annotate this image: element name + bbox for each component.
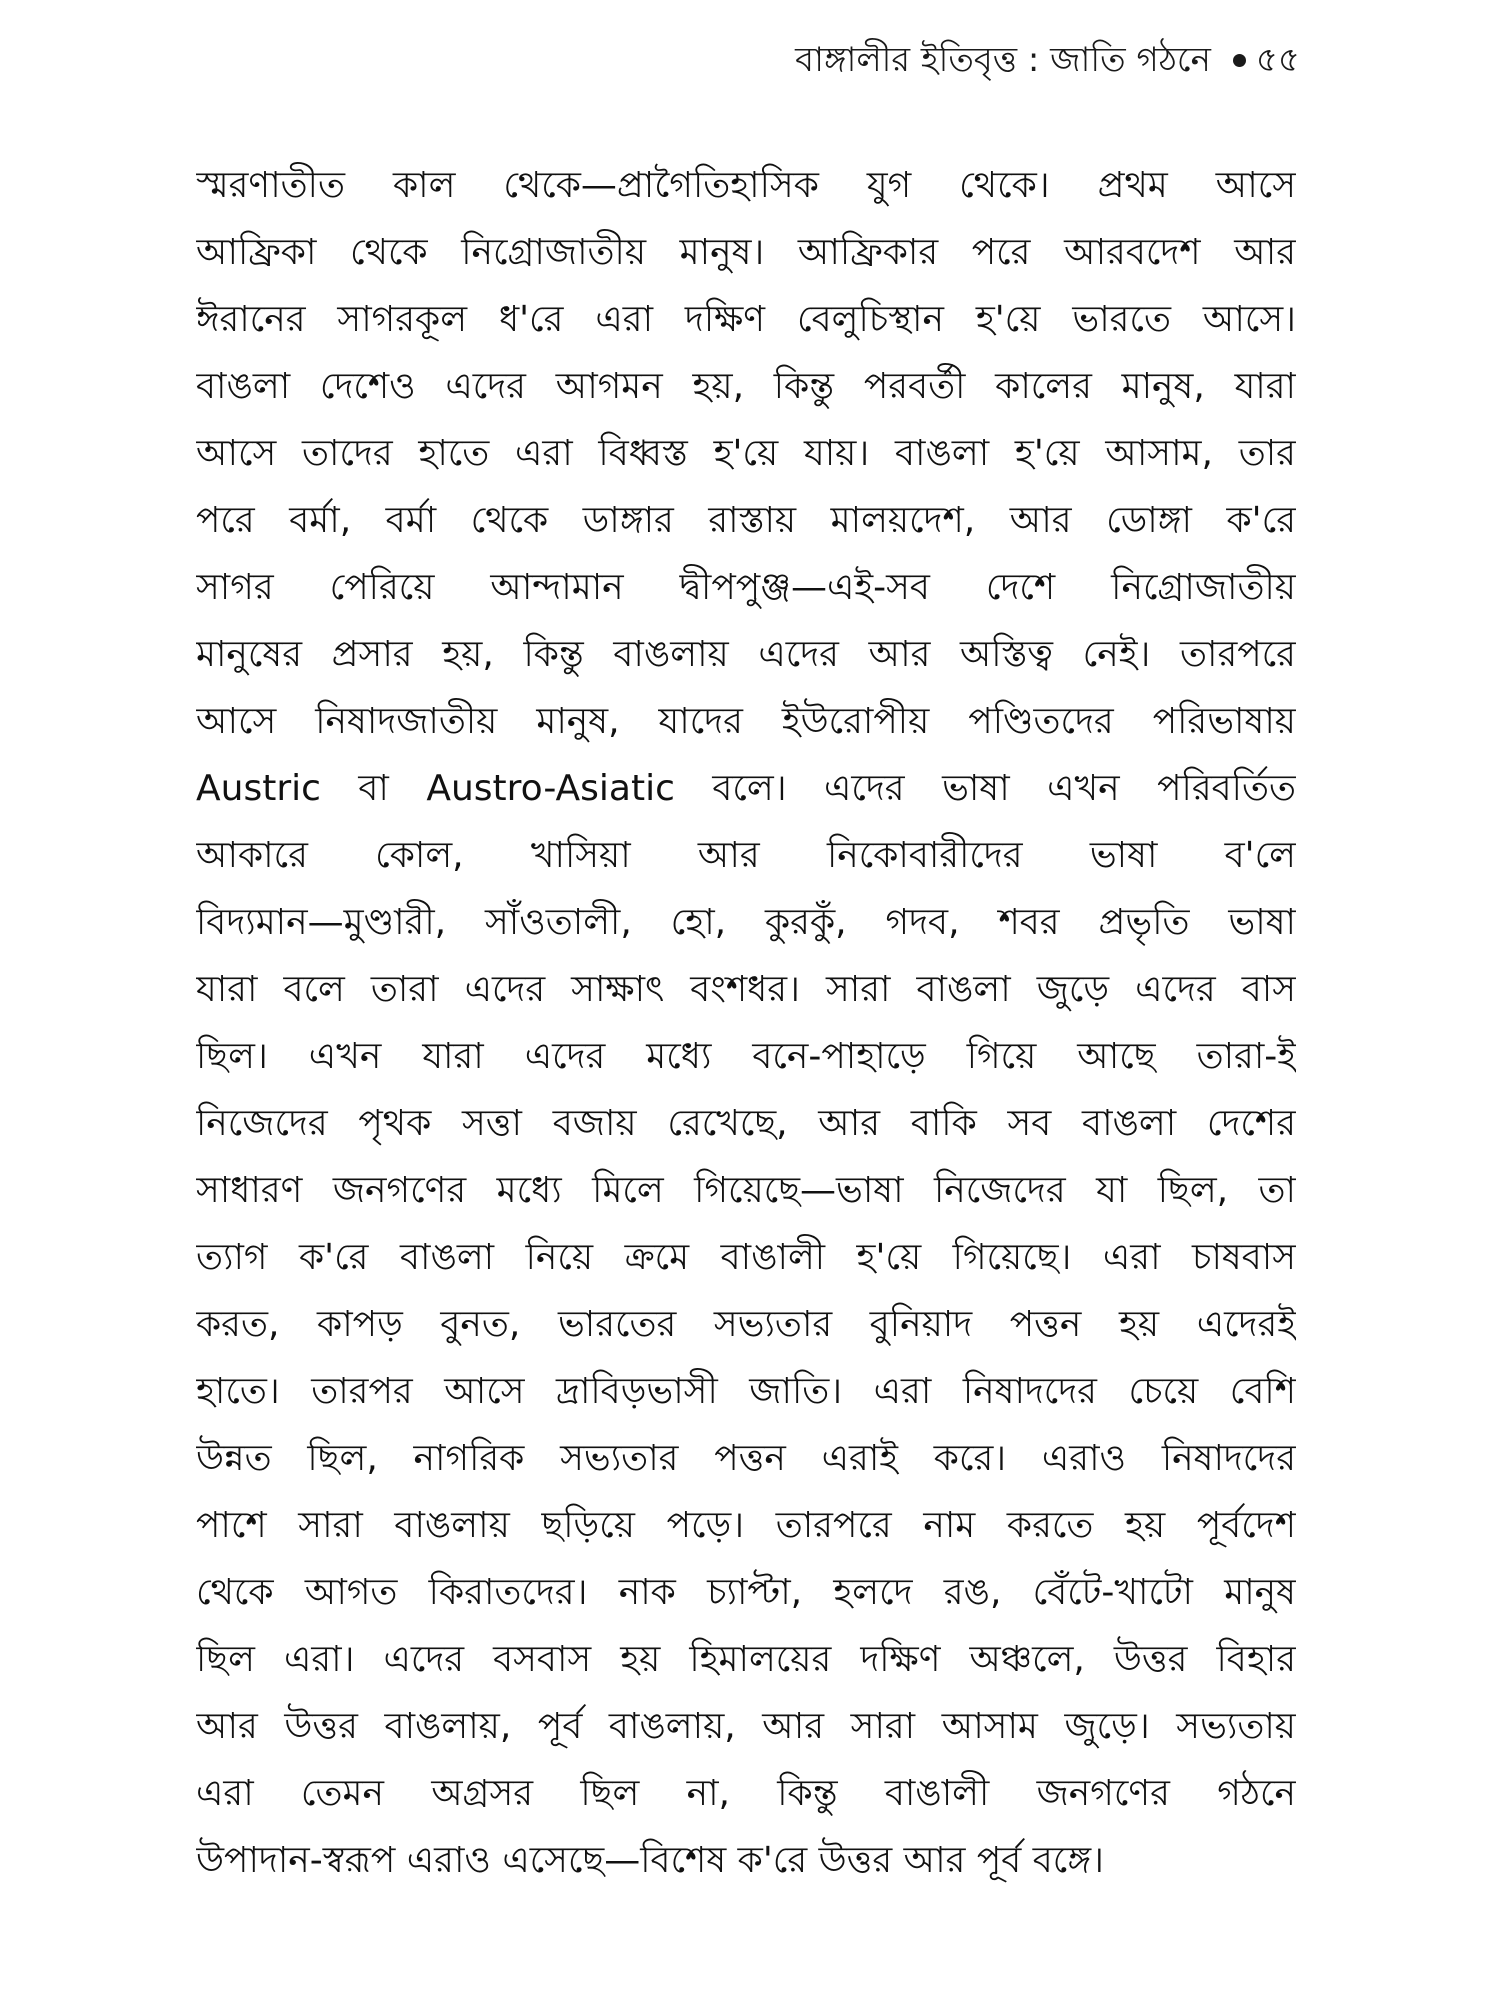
text-line: ত্যাগ ক'রে বাঙলা নিয়ে ক্রমে বাঙালী হ'য়ে গিয়েছে। এরা চাষবাস [196, 1237, 1296, 1278]
text-line: পরে বর্মা, বর্মা থেকে ডাঙ্গার রাস্তায় মালয়দেশ, আর ডোঙ্গা ক'রে [196, 500, 1296, 541]
text-line: ঈরানের সাগরকূল ধ'রে এরা দক্ষিণ বেলুচিস্থান হ'য়ে ভারতে আসে। [196, 299, 1296, 340]
text-line: এরা তেমন অগ্রসর ছিল না, কিন্তু বাঙালী জনগণের গঠনে [196, 1773, 1296, 1814]
text-line: ছিল এরা। এদের বসবাস হয় হিমালয়ের দক্ষিণ অঞ্চলে, উত্তর বিহার [196, 1639, 1296, 1680]
running-header [795, 38, 1300, 82]
text-line: সাগর পেরিয়ে আন্দামান দ্বীপপুঞ্জ—এই-সব দেশে নিগ্রোজাতীয় [196, 567, 1296, 608]
text-line: আকারে কোল, খাসিয়া আর নিকোবারীদের ভাষা ব'লে [196, 835, 1296, 876]
bullet-icon [1233, 54, 1246, 67]
text-line: উপাদান-স্বরূপ এরাও এসেছে—বিশেষ ক'রে উত্তর আর পূর্ব বঙ্গে। [196, 1840, 1105, 1881]
text-line: Austric বা Austro-Asiatic বলে। এদের ভাষা এখন পরিবর্তিত [196, 768, 1296, 809]
text-line: যারা বলে তারা এদের সাক্ষাৎ বংশধর। সারা বাঙলা জুড়ে এদের বাস [196, 969, 1296, 1010]
text-line: ছিল। এখন যারা এদের মধ্যে বনে-পাহাড়ে গিয়ে আছে তারা-ই [196, 1036, 1296, 1077]
text-line: সাধারণ জনগণের মধ্যে মিলে গিয়েছে—ভাষা নিজেদের যা ছিল, তা [196, 1170, 1296, 1211]
text-line: আফ্রিকা থেকে নিগ্রোজাতীয় মানুষ। আফ্রিকার পরে আরবদেশ আর [196, 232, 1296, 273]
text-line: করত, কাপড় বুনত, ভারতের সভ্যতার বুনিয়াদ পত্তন হয় এদেরই [196, 1304, 1296, 1345]
text-line: হাতে। তারপর আসে দ্রাবিড়ভাসী জাতি। এরা নিষাদদের চেয়ে বেশি [196, 1371, 1296, 1412]
running-header-title: বাঙ্গালীর ইতিবৃত্ত : জাতি গঠনে [795, 40, 1211, 80]
text-line: আসে তাদের হাতে এরা বিধ্বস্ত হ'য়ে যায়। বাঙলা হ'য়ে আসাম, তার [196, 433, 1296, 474]
text-line: বিদ্যমান—মুণ্ডারী, সাঁওতালী, হো, কুরকুঁ, গদব, শবর প্রভৃতি ভাষা [196, 902, 1296, 943]
text-line: বাঙলা দেশেও এদের আগমন হয়, কিন্তু পরবর্তী কালের মানুষ, যারা [196, 366, 1296, 407]
text-line: আসে নিষাদজাতীয় মানুষ, যাদের ইউরোপীয় পণ্ডিতদের পরিভাষায় [196, 701, 1296, 742]
body-text [196, 152, 1296, 1894]
text-line: নিজেদের পৃথক সত্তা বজায় রেখেছে, আর বাকি সব বাঙলা দেশের [196, 1103, 1296, 1144]
text-line: পাশে সারা বাঙলায় ছড়িয়ে পড়ে। তারপরে নাম করতে হয় পূর্বদেশ [196, 1505, 1296, 1546]
text-line: মানুষের প্রসার হয়, কিন্তু বাঙলায় এদের আর অস্তিত্ব নেই। তারপরে [196, 634, 1296, 675]
text-line: আর উত্তর বাঙলায়, পূর্ব বাঙলায়, আর সারা আসাম জুড়ে। সভ্যতায় [196, 1706, 1296, 1747]
text-line: স্মরণাতীত কাল থেকে—প্রাগৈতিহাসিক যুগ থেকে। প্রথম আসে [196, 165, 1296, 206]
page-number: ৫৫ [1255, 40, 1300, 80]
text-line: উন্নত ছিল, নাগরিক সভ্যতার পত্তন এরাই করে। এরাও নিষাদদের [196, 1438, 1296, 1479]
text-line: থেকে আগত কিরাতদের। নাক চ্যাপ্টা, হলদে রঙ, বেঁটে-খাটো মানুষ [196, 1572, 1296, 1613]
